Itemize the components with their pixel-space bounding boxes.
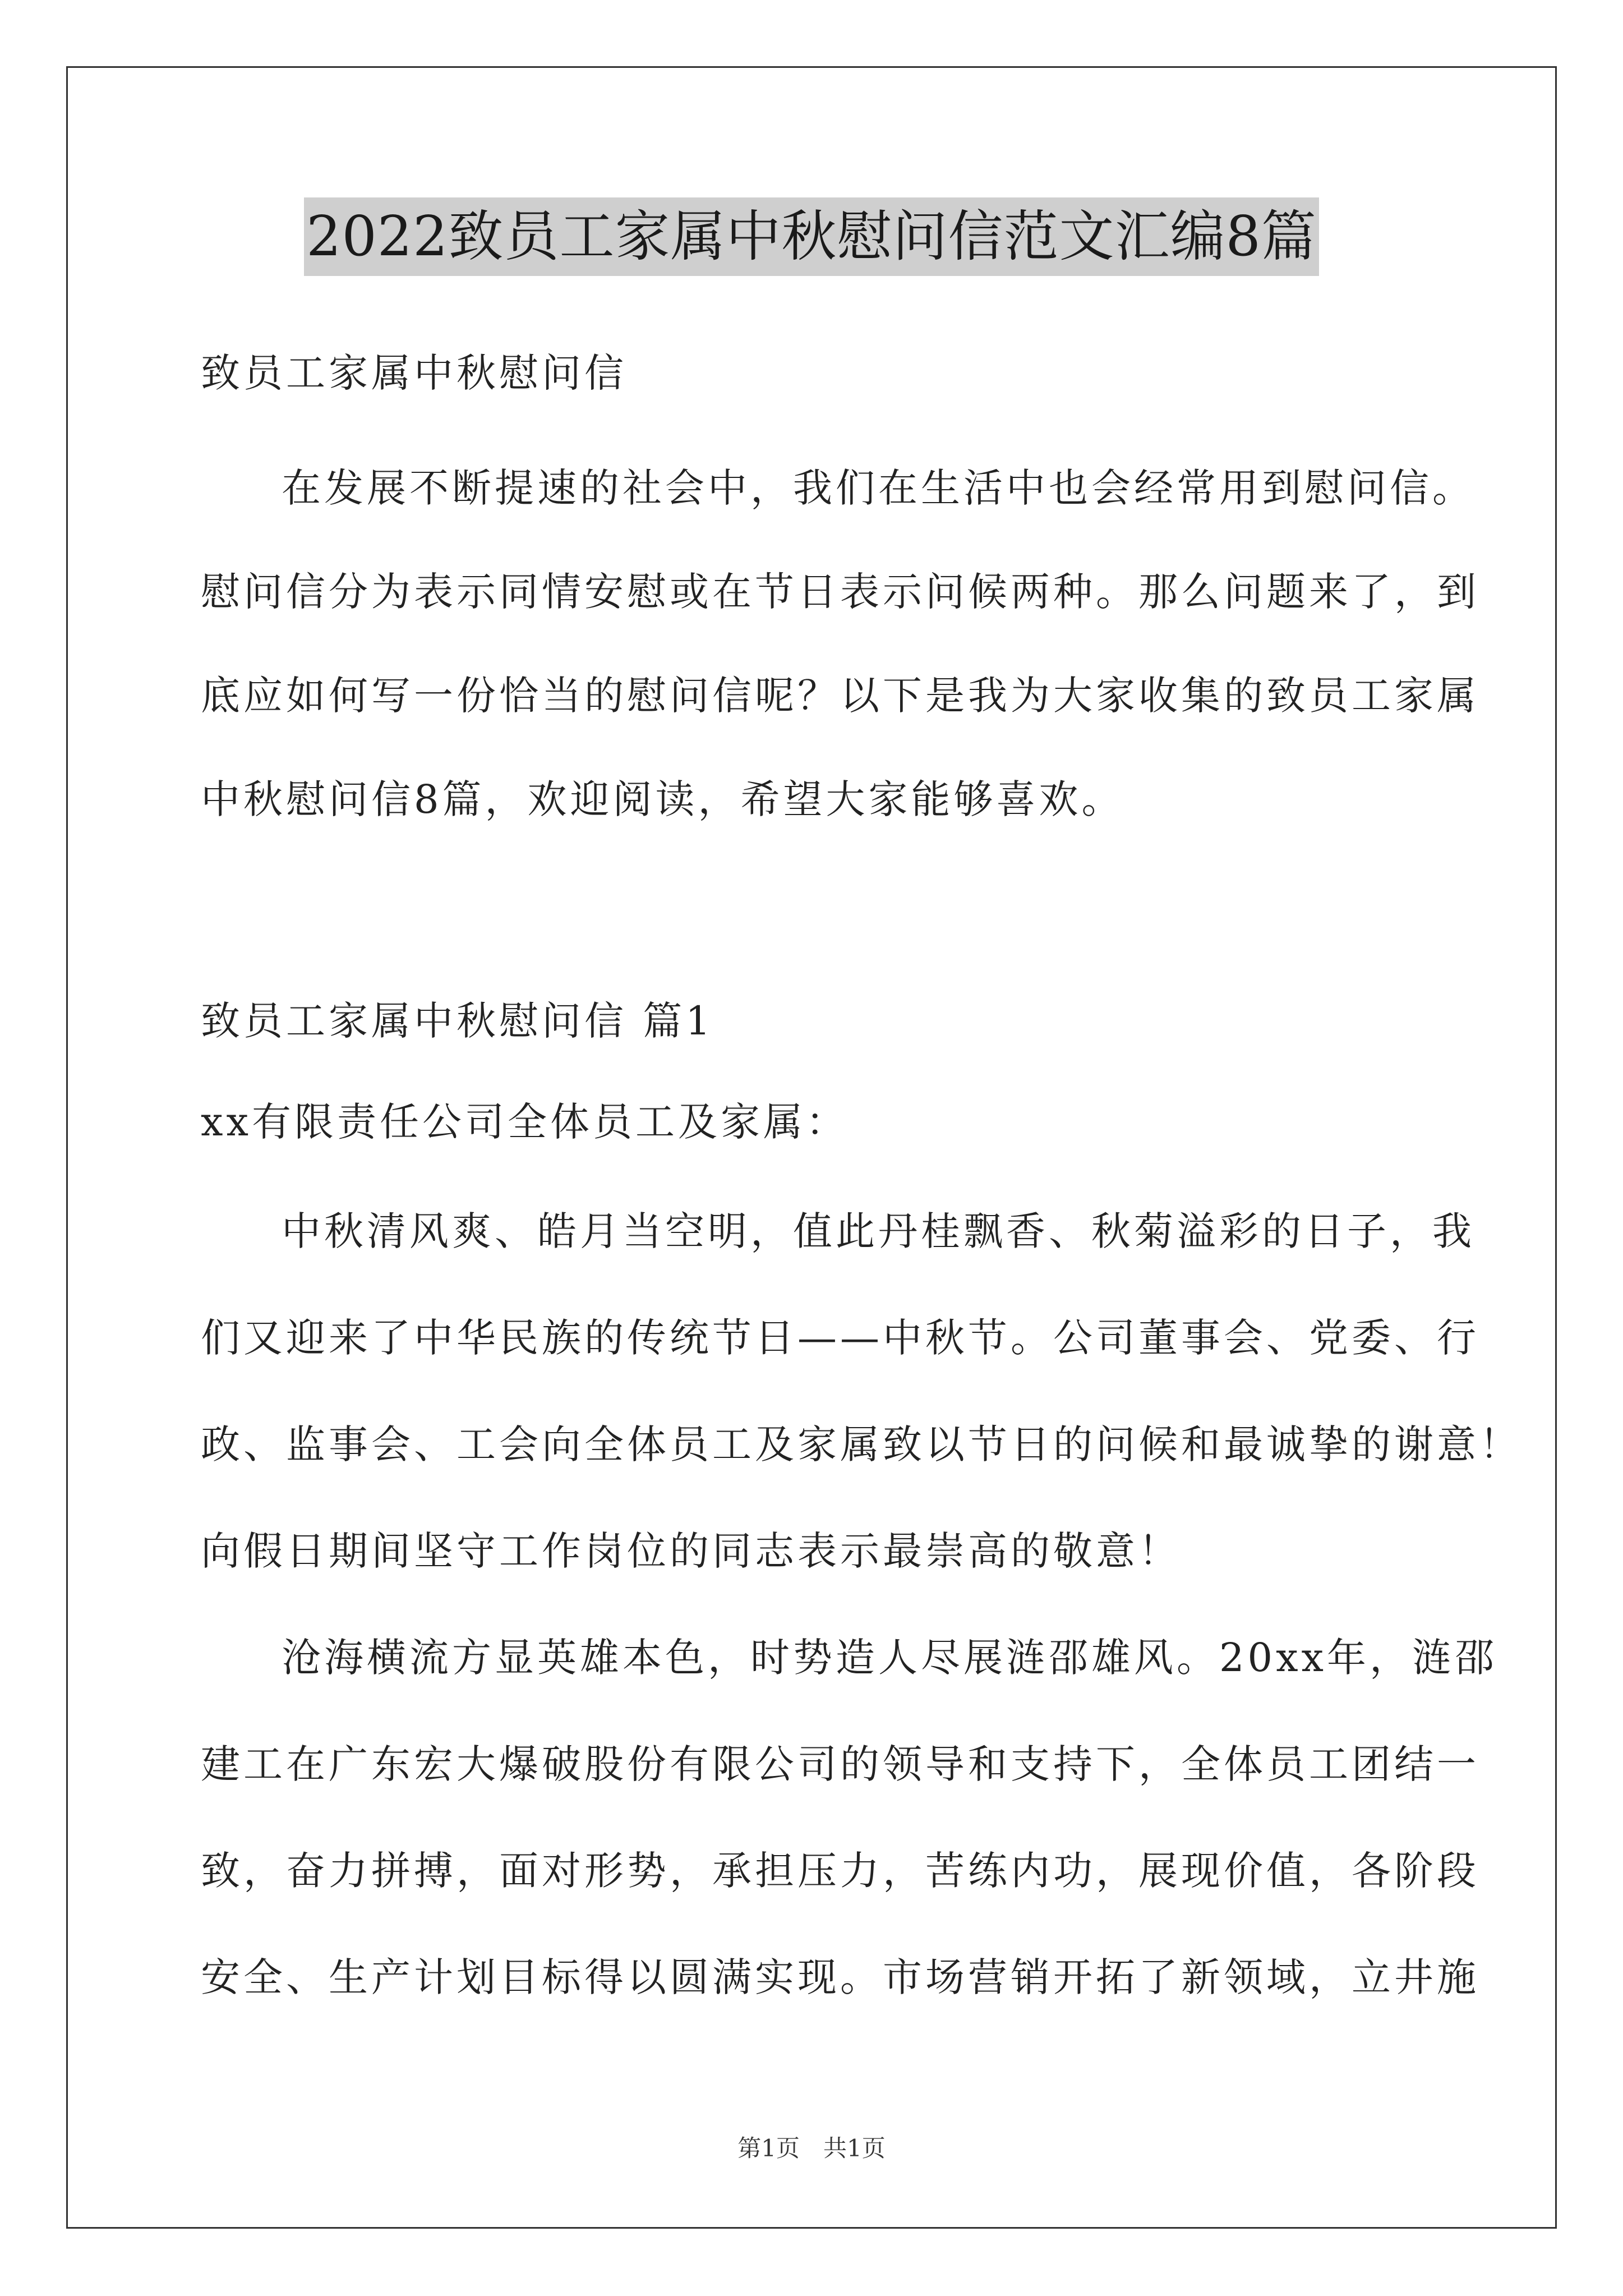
intro-line: 中秋慰问信8篇，欢迎阅读，希望大家能够喜欢。: [201, 776, 1124, 822]
body-line: 致，奋力拼搏，面对形势，承担压力，苦练内功，展现价值，各阶段: [201, 1848, 1479, 1894]
salutation: xx有限责任公司全体员工及家属：: [201, 1099, 849, 1145]
document-title: [0, 197, 1623, 276]
intro-line: 在发展不断提速的社会中，我们在生活中也会经常用到慰问信。: [282, 465, 1475, 511]
body-line: 建工在广东宏大爆破股份有限公司的领导和支持下，全体员工团结一: [201, 1741, 1479, 1787]
body-line: 向假日期间坚守工作岗位的同志表示最崇高的敬意！: [201, 1528, 1181, 1574]
intro-line: 慰问信分为表示同情安慰或在节日表示问候两种。那么问题来了，到: [201, 569, 1479, 615]
page-footer: 第1页 共1页: [737, 2134, 886, 2162]
body-line: 安全、生产计划目标得以圆满实现。市场营销开拓了新领域，立井施: [201, 1954, 1479, 2000]
intro-line: 底应如何写一份恰当的慰问信呢？以下是我为大家收集的致员工家属: [201, 673, 1479, 719]
document-title-text: 2022致员工家属中秋慰问信范文汇编8篇: [304, 197, 1319, 276]
letter-heading: 致员工家属中秋慰问信 篇1: [201, 998, 714, 1044]
body-line: 沧海横流方显英雄本色，时势造人尽展涟邵雄风。20xx年，涟邵: [282, 1635, 1498, 1681]
body-line: 中秋清风爽、皓月当空明，值此丹桂飘香、秋菊溢彩的日子，我: [282, 1208, 1475, 1254]
section-heading: 致员工家属中秋慰问信: [201, 350, 627, 396]
body-line: 们又迎来了中华民族的传统节日——中秋节。公司董事会、党委、行: [201, 1315, 1479, 1361]
body-line: 政、监事会、工会向全体员工及家属致以节日的问候和最诚挚的谢意！: [201, 1421, 1522, 1467]
